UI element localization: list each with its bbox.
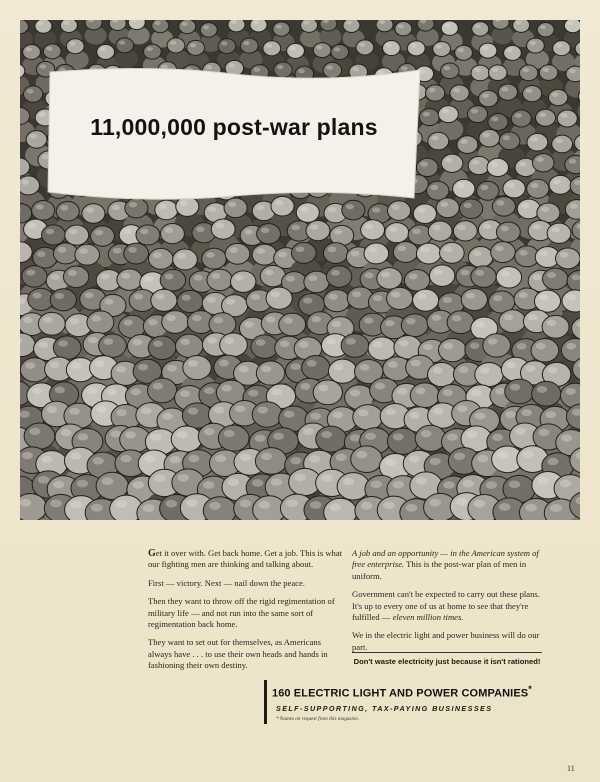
divider-rule — [352, 652, 542, 653]
paragraph: We in the electric light and power business will do our part. — [352, 630, 540, 652]
company-name — [272, 684, 552, 700]
page-number: 11 — [567, 764, 575, 773]
paragraph: Then they want to throw off the rigid regimentation of military life — and not run into the same sort of regimentation back home. — [148, 596, 335, 630]
footnote: * Names on request from this magazine. — [276, 716, 360, 722]
paragraph — [352, 548, 544, 582]
paragraph: First — victory. Next — nail down the peace. — [148, 577, 305, 588]
company-subtitle: SELF-SUPPORTING, TAX-PAYING BUSINESSES — [276, 704, 493, 713]
paragraph-text: This is the post-war plan of men in uniform. — [352, 559, 527, 581]
drop-cap: G — [148, 548, 156, 559]
italic-text: eleven million times. — [392, 612, 464, 623]
headline-banner — [44, 62, 424, 208]
company-name-text: 160 ELECTRIC LIGHT AND POWER COMPANIES — [272, 687, 529, 700]
headline: 11,000,000 post-war plans — [90, 114, 378, 140]
italic-text: A job and an opportunity — in the American system of free enterprise. — [352, 548, 539, 570]
body-column-right — [352, 548, 544, 660]
paragraph-text: Government can't be expected to carry out these plans. It's up to every one of us at home to see that they're fulfilled — — [352, 589, 540, 623]
body-column-left — [148, 548, 344, 679]
signature-bar — [264, 680, 267, 724]
asterisk: * — [528, 684, 532, 694]
paragraph — [148, 548, 344, 571]
paragraph: They want to set out for themselves, as Americans always have . . . to use their own heads and hands in fashioning their own destiny. — [148, 637, 328, 671]
paragraph — [352, 589, 544, 623]
paragraph-text: et it over with. Get back home. Get a job. This is what our fighting men are thinking and talking about. — [148, 548, 343, 570]
tagline: Don't waste electricity just because it isn't rationed! — [353, 657, 541, 666]
